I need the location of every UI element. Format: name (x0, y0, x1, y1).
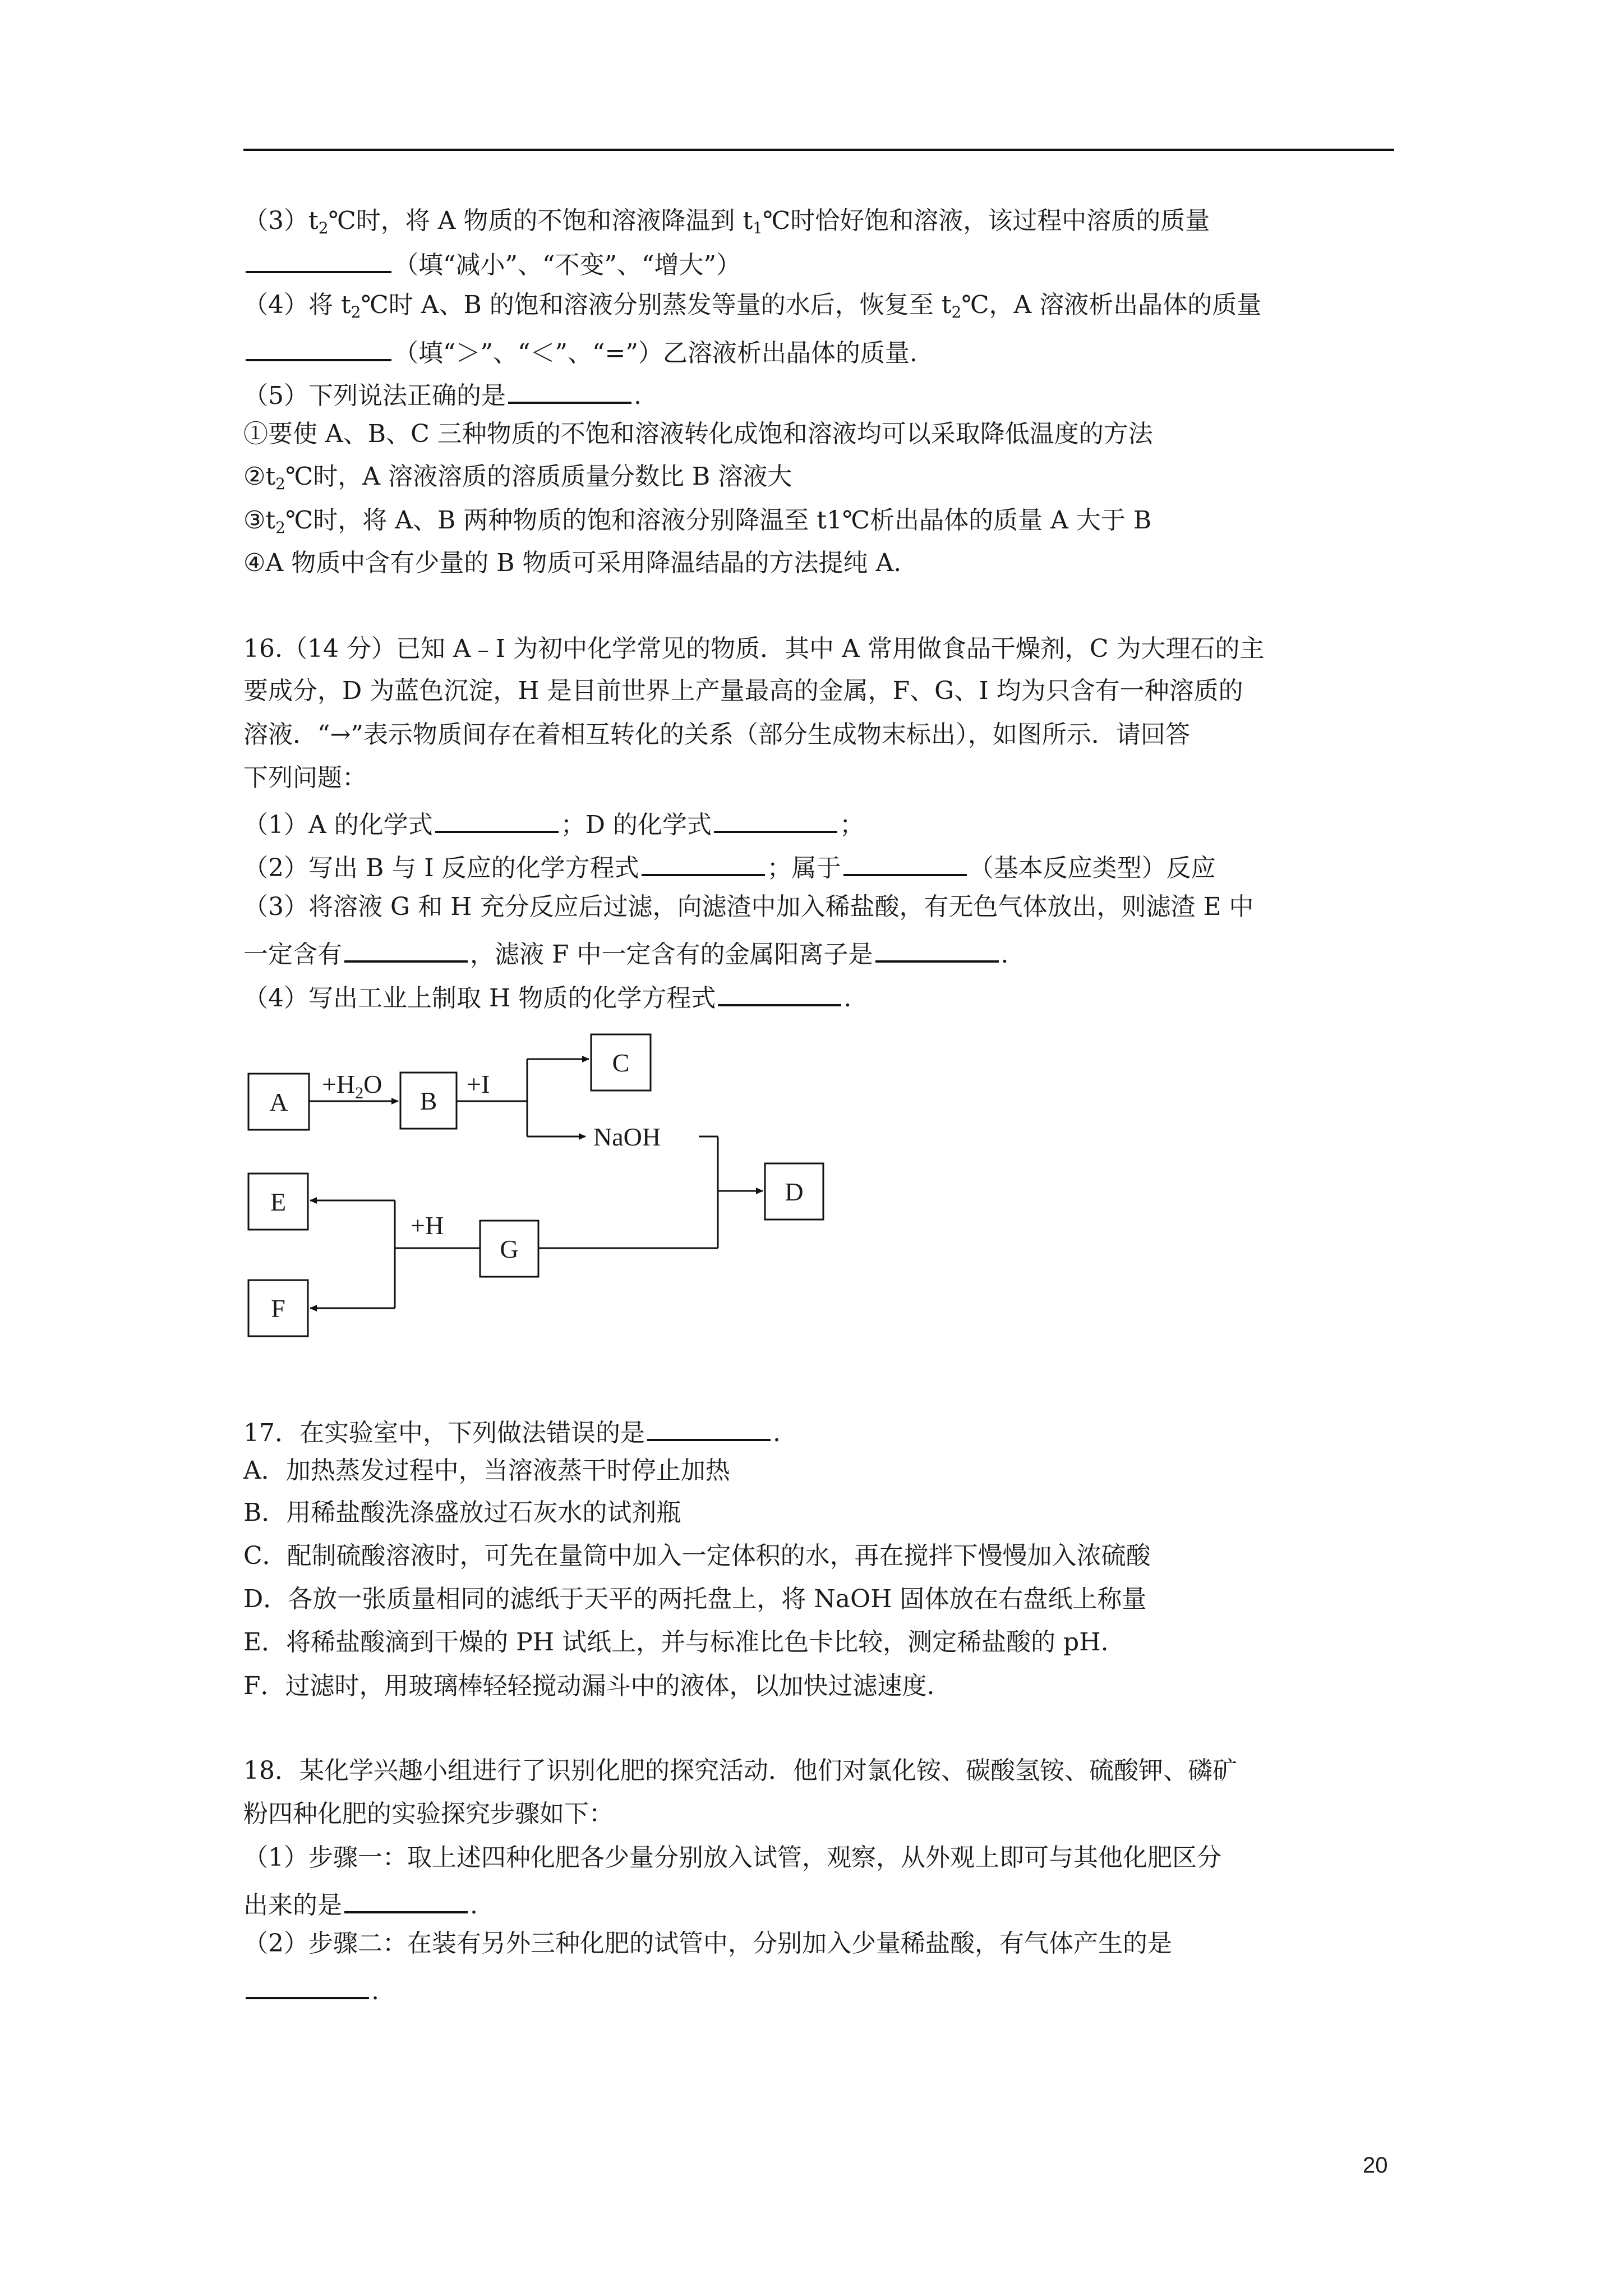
q17-option-f: F．过滤时，用玻璃棒轻轻搅动漏斗中的液体，以加快过滤速度. (243, 1672, 935, 1700)
q17-option-c: C．配制硫酸溶液时，可先在量筒中加入一定体积的水，再在搅拌下慢慢加入浓硫酸 (243, 1542, 1151, 1570)
q16-part3-line2: 一定含有 ，滤液 F 中一定含有的金属阳离子是 . (243, 938, 1009, 967)
answer-blank[interactable] (344, 938, 468, 963)
answer-blank[interactable] (508, 379, 631, 404)
answer-blank[interactable] (843, 852, 967, 876)
answer-blank[interactable] (435, 808, 559, 833)
q16-stem-line4: 下列问题： (243, 763, 367, 792)
q15-statement-1: ①要使 A、B、C 三种物质的不饱和溶液转化成饱和溶液均可以采取降低温度的方法 (243, 420, 1153, 448)
box-f-label: F (271, 1294, 285, 1323)
q18-part1-line1: （1）步骤一：取上述四种化肥各少量分别放入试管，观察，从外观上即可与其他化肥区分 (243, 1843, 1221, 1872)
q17-stem: 17．在实验室中，下列做法错误的是 . (243, 1416, 781, 1446)
q15-part5: （5）下列说法正确的是 . (243, 379, 642, 408)
q16-stem-line2: 要成分，D 为蓝色沉淀，H 是目前世界上产量最高的金属，F、G、I 均为只含有一种溶质的 (243, 677, 1243, 705)
q15-part4-line1: （4）将 $t_2℃$时 A、B 的饱和溶液分别蒸发等量的水后，恢复至 $t_2℃$，A 溶液析出晶体的质量 (243, 291, 1262, 321)
q18-stem-line1: 18．某化学兴趣小组进行了识别化肥的探究活动．他们对氯化铵、碳酸氢铵、硫酸钾、磷矿 (243, 1756, 1237, 1785)
box-d-label: D (785, 1177, 804, 1206)
q16-part4: （4）写出工业上制取 H 物质的化学方程式 . (243, 982, 851, 1011)
label-h: +H (411, 1211, 444, 1240)
q17-option-e: E．将稀盐酸滴到干燥的 PH 试纸上，并与标准比色卡比较，测定稀盐酸的 pH. (243, 1628, 1109, 1657)
box-c-label: C (612, 1048, 630, 1077)
q17-option-b: B．用稀盐酸洗涤盛放过石灰水的试剂瓶 (243, 1498, 681, 1527)
header-rule (243, 149, 1394, 151)
answer-blank[interactable] (718, 982, 841, 1006)
q16-stem-line3: 溶液．“→”表示物质间存在着相互转化的关系（部分生成物末标出），如图所示．请回答 (243, 720, 1190, 749)
q16-part3-line1: （3）将溶液 G 和 H 充分反应后过滤，向滤渣中加入稀盐酸，有无色气体放出，则滤渣 E 中 (243, 892, 1254, 921)
q15-statement-3: $③t_2℃$时，将 A、B 两种物质的饱和溶液分别降温至 t1℃析出晶体的质量 A 大于 B (243, 506, 1152, 537)
box-a-label: A (269, 1088, 288, 1116)
answer-blank[interactable] (875, 938, 999, 963)
label-naoh: NaOH (593, 1122, 661, 1151)
answer-blank[interactable] (246, 249, 391, 273)
answer-blank[interactable] (642, 852, 765, 876)
answer-blank[interactable] (344, 1889, 468, 1913)
box-b-label: B (419, 1087, 437, 1115)
q18-part1-line2: 出来的是 . (243, 1889, 478, 1918)
reaction-flow-diagram (243, 1027, 860, 1346)
q16-part2: （2）写出 B 与 I 反应的化学方程式 ；属于 （基本反应类型）反应 (243, 852, 1216, 881)
answer-blank[interactable] (246, 1975, 369, 1999)
page-number: 20 (1363, 2153, 1388, 2178)
answer-blank[interactable] (246, 337, 391, 361)
box-e-label: E (270, 1188, 287, 1216)
box-g-label: G (500, 1235, 519, 1263)
q15-statement-2: $②t_2℃$时，A 溶液溶质的溶质质量分数比 B 溶液大 (243, 462, 792, 493)
label-i: +I (467, 1070, 490, 1098)
answer-blank[interactable] (647, 1416, 771, 1441)
q18-part2-line1: （2）步骤二：在装有另外三种化肥的试管中，分别加入少量稀盐酸，有气体产生的是 (243, 1929, 1172, 1958)
q15-part3-line2: （填“减小”、“不变”、“增大”） (243, 249, 741, 278)
answer-blank[interactable] (714, 808, 837, 833)
q18-part2-line2: . (243, 1975, 379, 2004)
q15-statement-4: ④A 物质中含有少量的 B 物质可采用降温结晶的方法提纯 A. (243, 549, 902, 577)
q17-option-a: A．加热蒸发过程中，当溶液蒸干时停止加热 (243, 1456, 730, 1485)
q15-part3-line1: $(3)t_2℃$时，将 A 物质的不饱和溶液降温到 $t_1℃$时恰好饱和溶液，该过程中溶质的质量 (243, 206, 1210, 237)
label-h2o: $+H_2O$ (322, 1070, 382, 1102)
q15-part4-line2: （填“＞”、“＜”、“=”）乙溶液析出晶体的质量. (243, 337, 917, 366)
q18-stem-line2: 粉四种化肥的实验探究步骤如下： (243, 1800, 614, 1828)
q17-option-d: D．各放一张质量相同的滤纸于天平的两托盘上，将 NaOH 固体放在右盘纸上称量 (243, 1585, 1147, 1613)
q16-part1: （1）A 的化学式 ；D 的化学式 ； (243, 808, 864, 838)
q16-stem-line1: 16.（14 分）已知 A﹣I 为初中化学常见的物质．其中 A 常用做食品干燥剂，C 为大理石的主 (243, 634, 1265, 663)
